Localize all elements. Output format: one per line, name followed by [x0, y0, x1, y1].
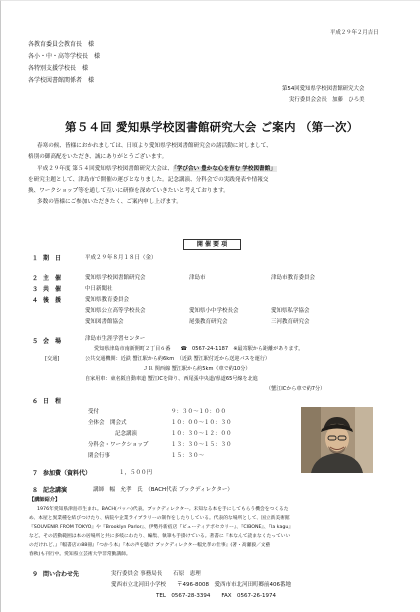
section-label: 主 催 — [43, 275, 62, 282]
participation-fee: １，５００円 — [119, 470, 153, 476]
supporter: 愛知県小中学校長会 — [189, 308, 239, 314]
section-number: １ — [32, 255, 39, 262]
transport-line: ＪＲ 関西線 蟹江駅から約5km（車で約10分） — [143, 366, 251, 372]
schedule-item: 全体会 開会式 — [88, 420, 127, 426]
section-label: 期 日 — [43, 255, 62, 262]
research-theme: 「学び合い 豊かな心を育む 学校図書館」 — [174, 166, 276, 172]
organizer: 津島市教育委員会 — [271, 275, 316, 281]
schedule-item: 記念講演 — [115, 431, 138, 437]
recipient-line: 各小・中・高等学校長 様 — [28, 53, 101, 60]
profile-line: め、本屋と異業種を結びつけたり、病院や企業ライブラリーの制作をしたりしている。代表的な場所として、国立新美術館 — [29, 516, 290, 521]
contact-line: 実行委員会 事務局長 石原 恵理 — [111, 571, 201, 577]
section-number: ４ — [32, 297, 39, 304]
organizer: 愛知県学校図書館研究会 — [85, 275, 146, 281]
section-label: 問い合わせ先 — [43, 571, 80, 578]
schedule-item: 分科会・ワークショップ — [88, 442, 149, 448]
venue-address: 愛知県津島市南新開町２丁目６番 ☎ 0567-24-1187 ※最寄駅から距離があります。 — [94, 346, 304, 352]
speaker-portrait-illustration — [301, 407, 373, 473]
section-label: 記念講演 — [43, 487, 68, 494]
intro-line — [37, 167, 277, 173]
intro-line: 春寒の候、皆様におかれましては、日頃より愛知県学校図書館研究会の諸活動に対しまして、 — [37, 143, 272, 149]
schedule-time: １５：３０～ — [171, 453, 205, 459]
schedule-time: １０：３０～１２：００ — [171, 431, 232, 437]
schedule-item: 受付 — [88, 409, 100, 415]
section-number: ２ — [32, 275, 39, 282]
outline-heading: 開 催 要 項 — [183, 239, 241, 250]
schedule-time: １０：００～１０：３０ — [171, 420, 232, 426]
supporter: 尾張教育研究会 — [189, 319, 228, 325]
venue-name: 津島市生涯学習センター — [85, 336, 146, 342]
profile-line: 春秋)も刊行中。愛知県立芸術大学非常勤講師。 — [29, 552, 131, 557]
intro-line: 換、ワークショップ等を通して互いに研修を深めていきたいと考えております。 — [28, 188, 229, 194]
recipient-line: 各特別支援学校長 様 — [28, 65, 89, 72]
profile-line: 『SOUVENIR FROM TOKYO』や『Brooklyn Parlor』、伊勢丹新宿店『ビューティアポセカリー』、『CIBONE』、『la kagu』 — [29, 525, 294, 530]
transport-line: 公共交通機関：近鉄 蟹江駅から約6km （近鉄 蟹江駅付近から送迎バスを運行） — [85, 356, 271, 362]
sender-organization: 第54回愛知県学校図書館研究大会 — [282, 86, 365, 92]
transport-line: 自家用車：東名阪自動車道 蟹江ICを降り、西尾張中央道/県道65号線を北進 — [85, 376, 258, 382]
section-number: ５ — [32, 338, 39, 345]
transport-line: （蟹江ICから車で約7分） — [266, 386, 326, 392]
organizer: 津島市 — [189, 275, 206, 281]
profile-label: 【講師紹介】 — [29, 497, 61, 503]
speaker-photo — [301, 407, 373, 473]
event-date: 平成２９年８月１８日（金） — [85, 255, 157, 261]
section-label: 参加費（資料代） — [43, 470, 92, 477]
transport-label: [交通] — [45, 356, 60, 362]
schedule-time: １３：３０～１５：３０ — [171, 442, 232, 448]
speaker-info: 講師 幅 允孝 氏 （BACH代表 ブックディレクター） — [93, 487, 233, 493]
section-number: ８ — [32, 487, 39, 494]
supporter: 愛知県公立高等学校長会 — [85, 308, 146, 314]
section-label: 会 場 — [43, 338, 62, 345]
profile-line: 1976年愛知県津島市生まれ。BACH(バッハ)代表。ブックディレクター。未知なる本を手にしてもらう機会をつくるた — [37, 507, 289, 512]
section-label: 日 程 — [43, 398, 62, 405]
schedule-item: 閉会行事 — [88, 453, 111, 459]
profile-line: のだけれど、』『幅書店の88冊』『つかう本』『本の声を聴け ブックディレクター幅允孝の仕事』(著・高瀬毅／文藝 — [29, 543, 271, 548]
supporter: 愛知県私学協会 — [271, 308, 310, 314]
section-number: ６ — [32, 398, 39, 405]
contact-line: TEL 0567-28-3394 FAX 0567-26-1974 — [156, 593, 277, 599]
intro-line: 格別の御高配をいただき、誠にありがとうございます。 — [28, 154, 168, 160]
section-number: ３ — [32, 286, 39, 293]
profile-line: など。その活動範囲は本の居場所と共に多岐にわたり、編集、執筆も手掛けている。著書に『本なんて読まなくたっていい — [29, 534, 291, 539]
supporter: 愛知県教育委員会 — [85, 297, 130, 303]
supporter: 愛知図書館協会 — [85, 319, 124, 325]
sender-chair: 実行委員会会長 加藤 ひろ美 — [289, 97, 365, 103]
page-title: 第５４回 愛知県学校図書館研究大会 ご案内 （第一次） — [65, 120, 359, 134]
recipient-line: 各学校図書館関係者 様 — [28, 77, 95, 84]
co-organizer: 中日新聞社 — [85, 286, 113, 292]
intro-line-text: 平成２９年度 第５４回愛知県学校図書館研究大会は、 — [37, 166, 174, 172]
supporter: 三河教育研究会 — [271, 319, 310, 325]
intro-line: 多数の皆様にご参加いただきたく、ご案内申し上げます。 — [37, 199, 182, 205]
document-date: 平成２９年２月吉日 — [330, 30, 379, 36]
recipient-line: 各教育委員会教育長 様 — [28, 41, 95, 48]
section-number: ９ — [32, 571, 39, 578]
section-label: 共 催 — [43, 286, 62, 293]
section-label: 後 援 — [43, 297, 62, 304]
section-number: ７ — [32, 470, 39, 477]
contact-line: 愛西市立北河田小学校 〒496-8008 愛西市市北河田町郷前406番地 — [111, 582, 291, 588]
intro-line: を研究主題として、津島市で開催の運びとなりました。記念講演、分科会での実践発表や情報交 — [28, 177, 269, 183]
schedule-time: ９：３０～１０：００ — [171, 409, 227, 415]
